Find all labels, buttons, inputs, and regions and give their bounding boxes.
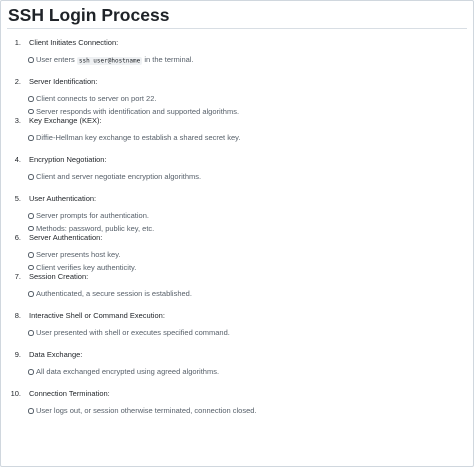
step-item bbox=[1, 267, 474, 306]
text-segment: User presented with shell or executes specified command. bbox=[36, 328, 230, 337]
list-item-text bbox=[36, 405, 257, 417]
text-segment: Authenticated, a secure session is established. bbox=[36, 289, 192, 298]
text-segment: All data exchanged encrypted using agreed algorithms. bbox=[36, 367, 220, 376]
text-segment: Client connects to server on port 22. bbox=[36, 94, 157, 103]
circle-bullet-icon bbox=[28, 174, 34, 180]
step-item bbox=[1, 33, 474, 72]
list-item-text bbox=[36, 54, 194, 67]
step-number: 7. bbox=[14, 272, 21, 281]
text-segment: Server prompts for authentication. bbox=[36, 211, 149, 220]
step-title: Server Identification: bbox=[29, 77, 98, 86]
text-segment: Methods: password, public key, etc. bbox=[36, 223, 155, 233]
step-number: 5. bbox=[14, 194, 21, 203]
step-number: 9. bbox=[14, 350, 21, 359]
step-title: User Authentication: bbox=[29, 194, 97, 203]
text-segment: Diffie-Hellman key exchange to establish a shared secret key. bbox=[36, 133, 241, 142]
text-segment: Server responds with identification and supported algorithms. bbox=[36, 106, 240, 116]
step-item bbox=[1, 189, 474, 233]
list-item-text bbox=[36, 171, 201, 183]
page-title: SSH Login Process bbox=[8, 5, 170, 25]
step-item bbox=[1, 306, 474, 345]
circle-bullet-icon bbox=[28, 330, 34, 336]
list-item-text bbox=[36, 93, 156, 105]
circle-bullet-icon bbox=[28, 57, 34, 63]
circle-bullet-icon bbox=[28, 135, 34, 141]
step-number: 4. bbox=[14, 155, 21, 164]
step-item bbox=[1, 384, 474, 423]
step-title: Server Authentication: bbox=[29, 233, 103, 242]
title-divider bbox=[7, 28, 467, 29]
steps-list bbox=[1, 33, 474, 423]
step-title: Client Initiates Connection: bbox=[29, 38, 119, 47]
step-title: Encryption Negotiation: bbox=[29, 155, 107, 164]
step-number: 1. bbox=[14, 38, 21, 47]
circle-bullet-icon bbox=[28, 96, 34, 102]
step-title: Data Exchange: bbox=[29, 350, 83, 359]
circle-bullet-icon bbox=[28, 213, 34, 219]
step-item bbox=[1, 345, 474, 384]
text-segment: Server presents host key. bbox=[36, 250, 121, 259]
circle-bullet-icon bbox=[28, 408, 34, 414]
text-segment: Client verifies key authenticity. bbox=[36, 262, 137, 272]
list-item-text bbox=[36, 366, 219, 378]
step-number: 8. bbox=[14, 311, 21, 320]
text-segment: User enters bbox=[36, 55, 77, 64]
step-number: 3. bbox=[14, 116, 21, 125]
list-item-text bbox=[36, 210, 149, 222]
step-number: 6. bbox=[14, 233, 21, 242]
list-item-text bbox=[36, 249, 120, 261]
circle-bullet-icon bbox=[28, 369, 34, 375]
step-item bbox=[1, 111, 474, 150]
step-number: 2. bbox=[14, 77, 21, 86]
step-title: Key Exchange (KEX): bbox=[29, 116, 102, 125]
step-title: Interactive Shell or Command Execution: bbox=[29, 311, 165, 320]
step-title: Connection Termination: bbox=[29, 389, 110, 398]
list-item-text bbox=[36, 132, 240, 144]
step-item bbox=[1, 228, 474, 272]
text-segment: in the terminal. bbox=[142, 55, 194, 64]
circle-bullet-icon bbox=[28, 291, 34, 297]
list-item-text bbox=[36, 327, 230, 339]
text-segment: User logs out, or session otherwise terminated, connection closed. bbox=[36, 406, 257, 415]
step-number: 10. bbox=[10, 389, 21, 398]
inline-code: ssh user@hostname bbox=[78, 57, 141, 64]
step-item bbox=[1, 150, 474, 189]
list-item-text bbox=[36, 288, 192, 300]
step-item bbox=[1, 72, 474, 116]
circle-bullet-icon bbox=[28, 252, 34, 258]
text-segment: Client and server negotiate encryption algorithms. bbox=[36, 172, 202, 181]
step-title: Session Creation: bbox=[29, 272, 89, 281]
